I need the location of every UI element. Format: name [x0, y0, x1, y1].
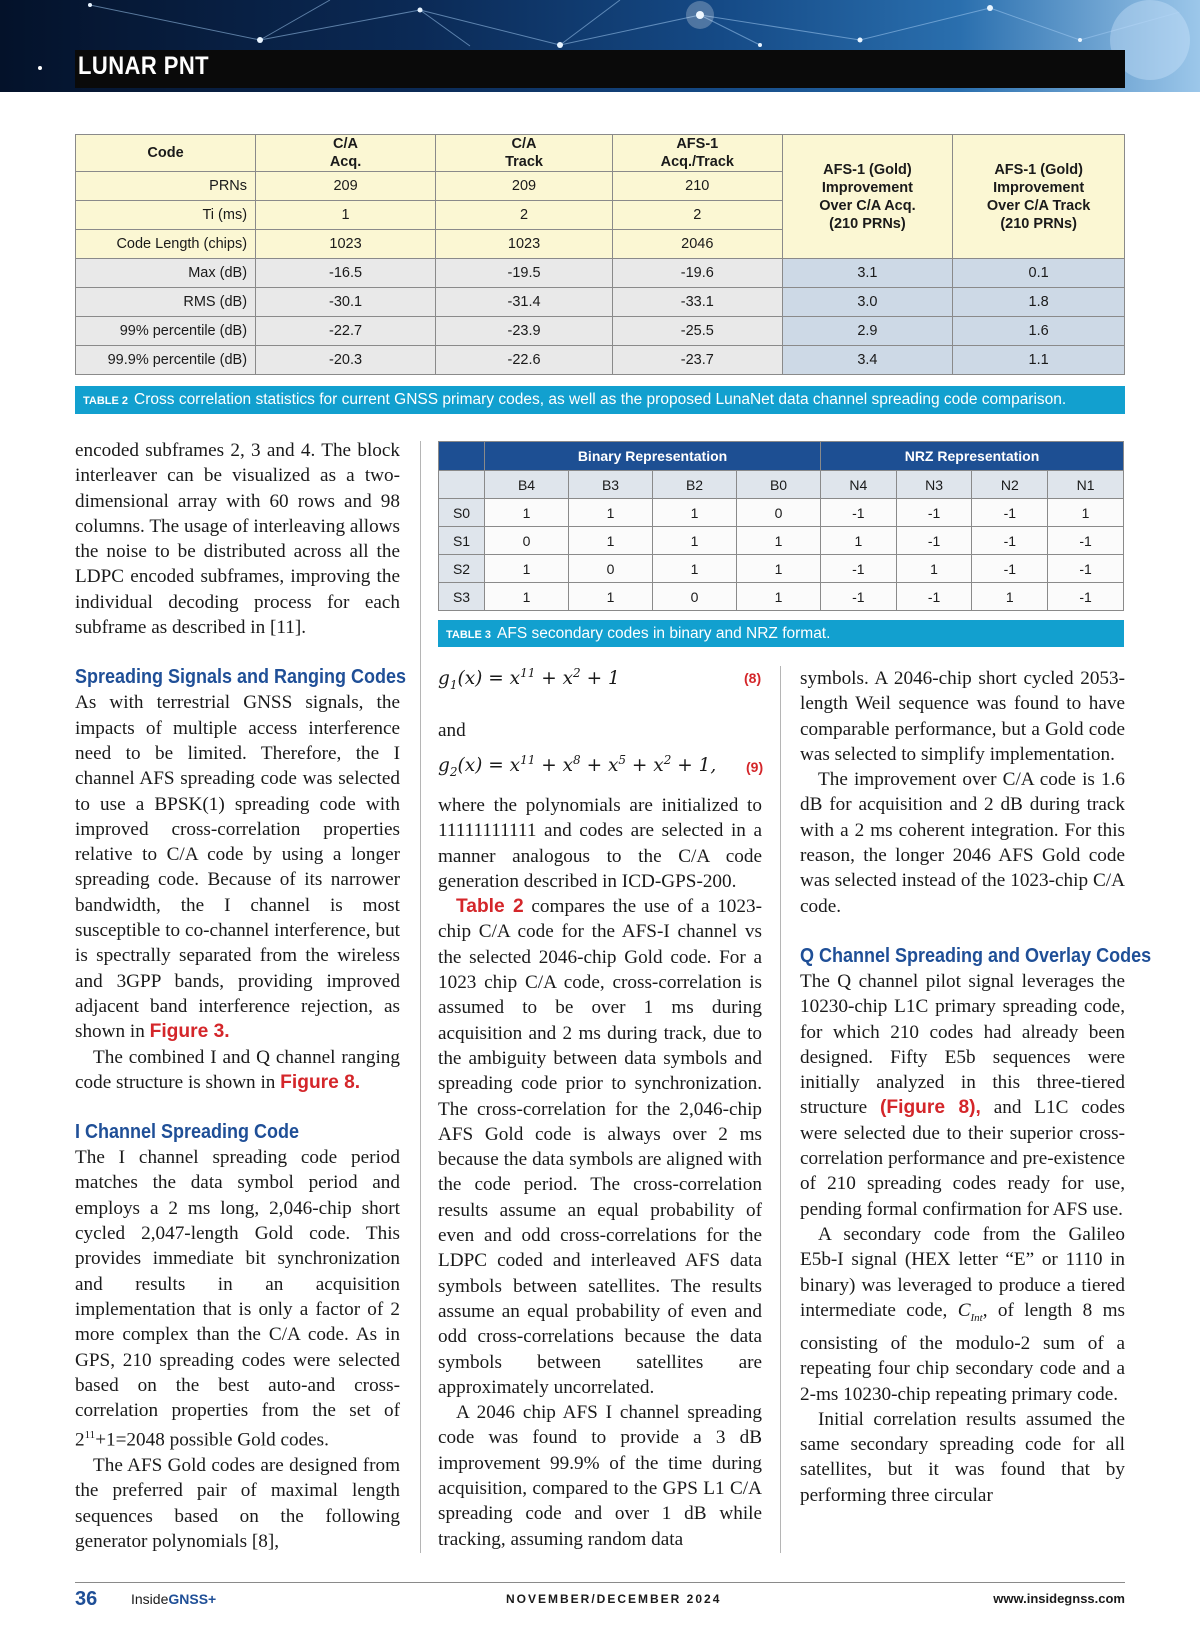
table-header-cell — [439, 471, 485, 499]
table-cell: -31.4 — [436, 288, 613, 317]
column-rule — [780, 666, 781, 1553]
table-row — [439, 471, 1124, 499]
table-cell: 0 — [569, 555, 653, 583]
paragraph: The AFS Gold codes are designed from the preferred pair of maximal length sequences based on the following generator polynomials [8], — [75, 1455, 400, 1552]
table-header-cell: B3 — [569, 471, 653, 499]
table-corner-cell — [439, 442, 485, 471]
page-number: 36 — [75, 1588, 98, 1610]
table-cell: -1 — [1048, 555, 1124, 583]
table-cell: 1 — [972, 583, 1048, 611]
row-label: PRNs — [76, 172, 256, 201]
table-row — [76, 259, 1125, 288]
table-cell: 1 — [653, 555, 737, 583]
table-header-cell: AFS-1 (Gold) Improvement Over C/A Track (210 PRNs) — [953, 135, 1125, 259]
paragraph: The combined I and Q channel ranging code structure is shown in Figure 8. — [75, 1046, 400, 1093]
table-row — [439, 442, 1124, 471]
row-label: S0 — [439, 499, 485, 527]
table-cell: -1 — [896, 527, 972, 555]
table-cell: -19.6 — [612, 259, 782, 288]
table-cell: 1 — [653, 527, 737, 555]
table-cell: -1 — [972, 555, 1048, 583]
table-row — [439, 555, 1124, 583]
table-cell: -1 — [1048, 527, 1124, 555]
table-header-cell: N1 — [1048, 471, 1124, 499]
table-link[interactable]: Table 2 — [456, 896, 524, 918]
table-3-caption — [438, 620, 1124, 647]
row-label: S2 — [439, 555, 485, 583]
table-cell: -16.5 — [256, 259, 436, 288]
table-header-cell: AFS-1 (Gold) Improvement Over C/A Acq. (210 PRNs) — [782, 135, 953, 259]
table-cell: 0.1 — [953, 259, 1125, 288]
table-cell: -1 — [896, 583, 972, 611]
table-cell: 1 — [737, 527, 821, 555]
table-cell: 2046 — [612, 230, 782, 259]
table-cell: 209 — [436, 172, 613, 201]
table-row — [439, 583, 1124, 611]
table-cell: 2 — [612, 201, 782, 230]
equation-number: (9) — [746, 759, 764, 775]
paragraph: The Q channel pilot signal leverages the 10230-chip L1C primary spreading code, for which 210 codes had already been designed. Fifty E5b sequences were initially analyzed in this three-tiered structure (Figure 8), and L1C codes were selected due to their superior cross-correlation performance and pre-existence of 210 spreading codes ready for use, pending formal confirmation for AFS use. — [800, 970, 1125, 1220]
paragraph: Initial correlation results assumed the same secondary spreading code for all satellites, but it was found that by performing three circular — [800, 1408, 1125, 1506]
table-2 — [75, 134, 1125, 375]
figure-link[interactable]: (Figure 8), — [880, 1097, 981, 1119]
paragraph: The I channel spreading code period matches the data symbol period and employs a 2 ms long, 2,046-chip short cycled 2,047-length Gold code. This provides immediate bit synchronization and results in an acquisition implementation that is only a factor of 2 more complex than the C/A code. As in GPS, 210 spreading codes were selected based on the best auto-and cross-correlation properties from the set of $2^{11}+1=2048$ possible Gold codes. — [75, 1147, 400, 1451]
table-cell: -1 — [821, 499, 897, 527]
table-cell: 1023 — [256, 230, 436, 259]
table-row — [76, 135, 1125, 172]
table-header-cell: B2 — [653, 471, 737, 499]
paragraph: symbols. A 2046-chip short cycled 2053-length Weil sequence was found to have comparable performance, but a Gold code was selected to simplify implementation. — [800, 668, 1125, 765]
row-label: Ti (ms) — [76, 201, 256, 230]
table-cell: 1 — [485, 499, 569, 527]
table-cell: 1 — [485, 555, 569, 583]
table-cell: -23.7 — [612, 346, 782, 375]
row-label: Max (dB) — [76, 259, 256, 288]
equation-8: $g_1(x) = x^{11} + x^2 + 1$ — [438, 666, 620, 692]
row-label: S1 — [439, 527, 485, 555]
website-url[interactable]: www.insidegnss.com — [993, 1591, 1125, 1606]
table-cell: 3.0 — [782, 288, 953, 317]
table-3 — [438, 441, 1124, 611]
table-cell: 209 — [256, 172, 436, 201]
footer-rule — [75, 1582, 1125, 1583]
table-cell: 3.1 — [782, 259, 953, 288]
row-label: 99% percentile (dB) — [76, 317, 256, 346]
table-cell: 1.1 — [953, 346, 1125, 375]
caption-text: Cross correlation statistics for current GNSS primary codes, as well as the proposed LunaNet data channel spreading code comparison. — [134, 391, 1067, 408]
paragraph: A 2046 chip AFS I channel spreading code was found to provide a 3 dB improvement 99.9% of the time during acquisition, compared to the GPS L1 C/A spreading code and over 1 dB while tracking, assuming random data — [438, 1402, 762, 1550]
table-cell: 1 — [737, 583, 821, 611]
table-cell: -1 — [972, 499, 1048, 527]
table-header-cell: C/A Acq. — [256, 135, 436, 172]
table-cell: 1 — [485, 583, 569, 611]
table-cell: -1 — [972, 527, 1048, 555]
table-cell: 1 — [569, 499, 653, 527]
group-header-binary: Binary Representation — [485, 442, 821, 471]
table-cell: 0 — [737, 499, 821, 527]
column-1 — [75, 438, 407, 1554]
section-bar — [75, 50, 1125, 88]
table-header-cell: AFS-1 Acq./Track — [612, 135, 782, 172]
equation-9: $g_2(x) = x^{11} + x^8 + x^5 + x^2 + 1$, — [438, 753, 717, 779]
table-cell: 1 — [821, 527, 897, 555]
table-header-cell: Code — [76, 135, 256, 172]
caption-label: TABLE 2 — [83, 395, 129, 407]
row-label: 99.9% percentile (dB) — [76, 346, 256, 375]
table-cell: -33.1 — [612, 288, 782, 317]
table-header-cell: C/A Track — [436, 135, 613, 172]
table-cell: 1 — [896, 555, 972, 583]
and-text: and — [438, 720, 466, 741]
paragraph: A secondary code from the Galileo E5b-I signal (HEX letter “E” or 1110 in binary) was leveraged to produce a tiered intermediate code, $C_{Int}$, of length 8 ms consisting of the modulo-2 sum of a repeating four chip secondary code and a 2-ms 10230-chip repeating primary code. — [800, 1223, 1125, 1405]
table-cell: 1 — [1048, 499, 1124, 527]
table-cell: -22.7 — [256, 317, 436, 346]
table-header-cell: B0 — [737, 471, 821, 499]
table-cell: 2.9 — [782, 317, 953, 346]
table-row — [76, 346, 1125, 375]
table-cell: 0 — [653, 583, 737, 611]
table-cell: 3.4 — [782, 346, 953, 375]
table-cell: -22.6 — [436, 346, 613, 375]
magazine-brand: InsideGNSS+ — [131, 1591, 217, 1607]
table-row — [76, 317, 1125, 346]
table-row — [76, 288, 1125, 317]
issue-date: NOVEMBER/DECEMBER 2024 — [506, 1592, 722, 1606]
paragraph: Table 2 compares the use of a 1023-chip C/A code for the AFS-I channel vs the selected 2046-chip Gold code. For a 1023 chip C/A code, cross-correlation is assumed to be over 1 ms during acquisition and 2 ms during track, due to the ambiguity between data symbols and spreading code prior to synchronization. The cross-correlation for the 2,046-chip AFS Gold code is always over 2 ms because the data symbols are aligned with the code period. The cross-correlation results assume an equal probability of even and odd cross-correlations for the LDPC coded and interleaved AFS data symbols between satellites. The results assume an equal probability of even and odd cross-correlations because the data symbols between satellites are approximately uncorrelated. — [438, 896, 762, 1398]
table-cell: 1 — [256, 201, 436, 230]
column-rule — [420, 441, 421, 1553]
table-cell: -23.9 — [436, 317, 613, 346]
section-heading: Q Channel Spreading and Overlay Codes — [800, 944, 1152, 967]
table-row — [439, 499, 1124, 527]
section-heading: I Channel Spreading Code — [75, 1121, 300, 1144]
paragraph: encoded subframes 2, 3 and 4. The block interleaver can be visualized as a two-dimensional array with 60 rows and 98 columns. The usage of interleaving allows the noise to be distributed across all the LDPC encoded subframes, improving the individual decoding process for each subframe as described in [11]. — [75, 440, 400, 639]
row-label: RMS (dB) — [76, 288, 256, 317]
table-header-cell: N2 — [972, 471, 1048, 499]
caption-text: AFS secondary codes in binary and NRZ format. — [497, 625, 831, 642]
column-2 — [438, 793, 762, 1552]
table-cell: 2 — [436, 201, 613, 230]
equation-number: (8) — [744, 670, 762, 686]
table-header-cell: N4 — [821, 471, 897, 499]
caption-label: TABLE 3 — [446, 629, 492, 641]
table-cell: 1.8 — [953, 288, 1125, 317]
table-cell: 1023 — [436, 230, 613, 259]
paragraph: As with terrestrial GNSS signals, the impacts of multiple access interference need to be limited. Therefore, the I channel AFS spreading code was selected to use a BPSK(1) spreading code with improved cross-correlation properties relative to C/A code by using a longer spreading code. Because of its narrower bandwidth, the I channel is most susceptible to co-channel interference, but is spectrally separated from the wireless and 3GPP bands, providing improved adjacent band interference rejection, as shown in Figure 3. — [75, 692, 400, 1043]
table-cell: 210 — [612, 172, 782, 201]
paragraph: The improvement over C/A code is 1.6 dB for acquisition and 2 dB during track with a 2 ms coherent integration. For this reason, the longer 2046 AFS Gold code was selected instead of the 1023-chip C/A code. — [800, 769, 1125, 917]
table-cell: -20.3 — [256, 346, 436, 375]
table-cell: 1 — [653, 499, 737, 527]
row-label: S3 — [439, 583, 485, 611]
table-cell: -19.5 — [436, 259, 613, 288]
table-cell: -30.1 — [256, 288, 436, 317]
figure-link[interactable]: Figure 8. — [280, 1071, 361, 1093]
column-3 — [800, 666, 1152, 1508]
table-header-cell: N3 — [896, 471, 972, 499]
table-header-cell: B4 — [485, 471, 569, 499]
paragraph: where the polynomials are initialized to 11111111111 and codes are selected in a manner analogous to the C/A code generation described in ICD-GPS-200. — [438, 795, 762, 892]
section-title: LUNAR PNT — [78, 52, 210, 80]
table-cell: -1 — [821, 555, 897, 583]
table-cell: 1 — [569, 527, 653, 555]
group-header-nrz: NRZ Representation — [821, 442, 1124, 471]
table-row — [439, 527, 1124, 555]
row-label: Code Length (chips) — [76, 230, 256, 259]
table-2-caption — [75, 386, 1125, 414]
table-cell: 1 — [737, 555, 821, 583]
section-heading: Spreading Signals and Ranging Codes — [75, 666, 407, 689]
table-cell: 0 — [485, 527, 569, 555]
figure-link[interactable]: Figure 3. — [149, 1021, 230, 1043]
table-cell: -1 — [1048, 583, 1124, 611]
table-cell: -1 — [821, 583, 897, 611]
table-cell: -25.5 — [612, 317, 782, 346]
table-cell: 1 — [569, 583, 653, 611]
table-cell: 1.6 — [953, 317, 1125, 346]
table-cell: -1 — [896, 499, 972, 527]
